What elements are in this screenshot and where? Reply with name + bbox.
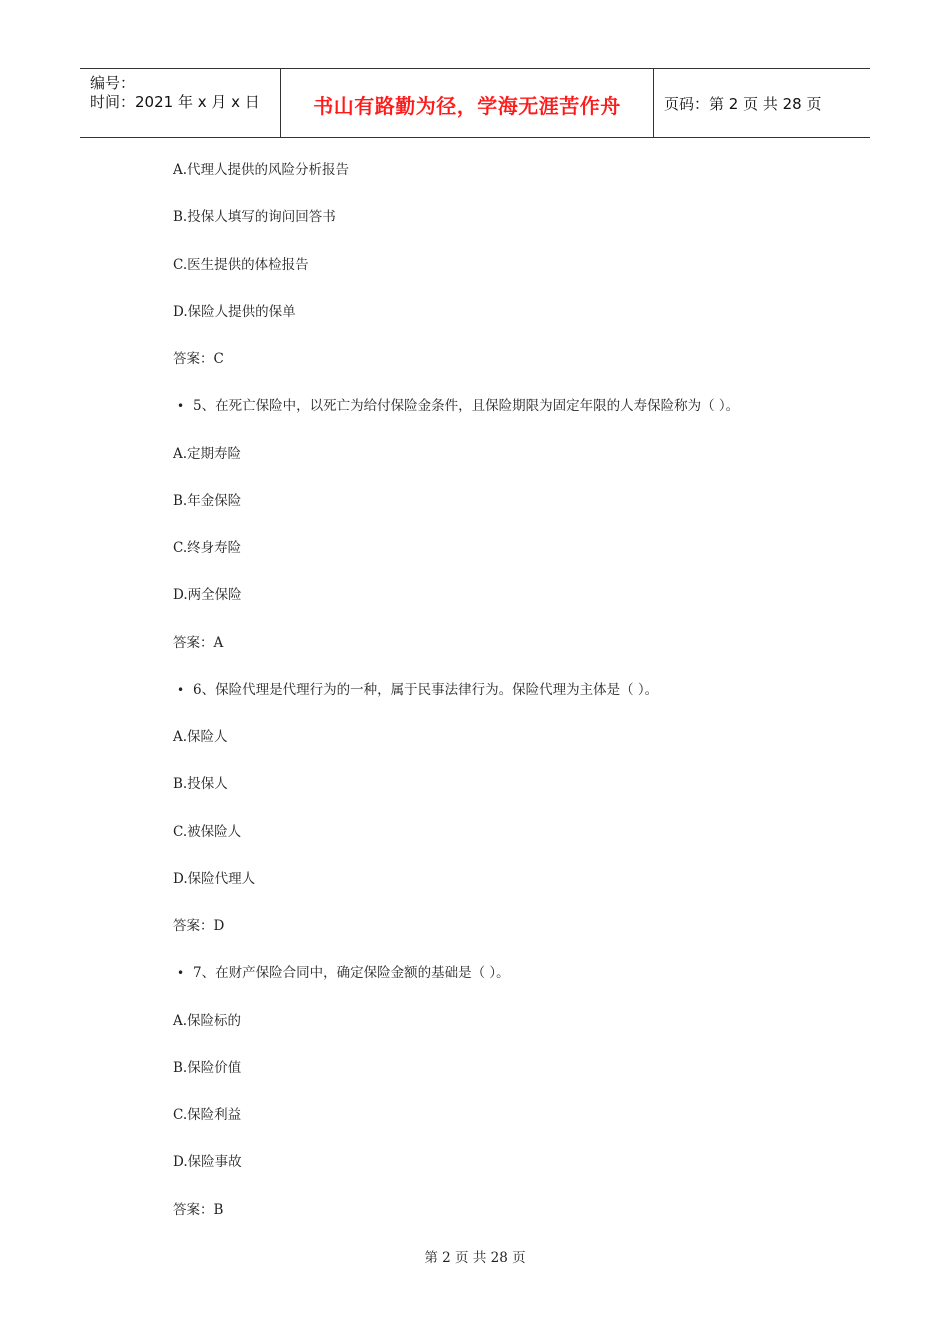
q7-option-a: A.保险标的 [173,1013,242,1029]
q6-option-b: B.投保人 [173,776,228,792]
bullet-icon: • [177,399,185,413]
question-6 [173,680,658,700]
q5-option-b: B.年金保险 [173,493,242,509]
header-meta-cell [80,69,281,137]
q7-option-b: B.保险价值 [173,1060,242,1076]
q5-option-a: A.定期寿险 [173,446,242,462]
header-page-label: 页码：第 2 页 共 28 页 [664,94,822,113]
question-5 [173,396,739,416]
question-7 [173,963,510,983]
q6-option-a: A.保险人 [173,729,228,745]
q5-option-c: C.终身寿险 [173,540,242,556]
question-5-text: 5、在死亡保险中，以死亡为给付保险金条件，且保险期限为固定年限的人寿保险称为（ ）。 [193,398,740,414]
q4-option-d: D.保险人提供的保单 [173,304,296,320]
header-motto-cell [281,69,654,137]
q5-answer: 答案：A [173,635,224,651]
bullet-icon: • [177,966,185,980]
q5-option-d: D.两全保险 [173,587,242,603]
bullet-icon: • [177,683,185,697]
document-number-label: 编号： [90,74,136,92]
q4-option-b: B.投保人填写的询问回答书 [173,209,336,225]
page-header [80,68,870,138]
header-page-cell [654,69,870,137]
question-7-text: 7、在财产保险合同中，确定保险金额的基础是（ ）。 [193,965,510,981]
q6-option-d: D.保险代理人 [173,871,256,887]
q4-option-a: A.代理人提供的风险分析报告 [173,162,350,178]
q7-option-c: C.保险利益 [173,1107,242,1123]
q6-option-c: C.被保险人 [173,824,242,840]
document-date-label: 时间：2021 年 x 月 x 日 [90,93,260,111]
q4-option-c: C.医生提供的体检报告 [173,257,309,273]
q6-answer: 答案：D [173,918,225,934]
page-footer: 第 2 页 共 28 页 [424,1250,526,1266]
q4-answer: 答案：C [173,351,224,367]
q7-option-d: D.保险事故 [173,1154,242,1170]
question-6-text: 6、保险代理是代理行为的一种，属于民事法律行为。保险代理为主体是（ ）。 [193,682,659,698]
header-motto: 书山有路勤为径，学海无涯苦作舟 [313,93,621,118]
q7-answer: 答案：B [173,1202,224,1218]
